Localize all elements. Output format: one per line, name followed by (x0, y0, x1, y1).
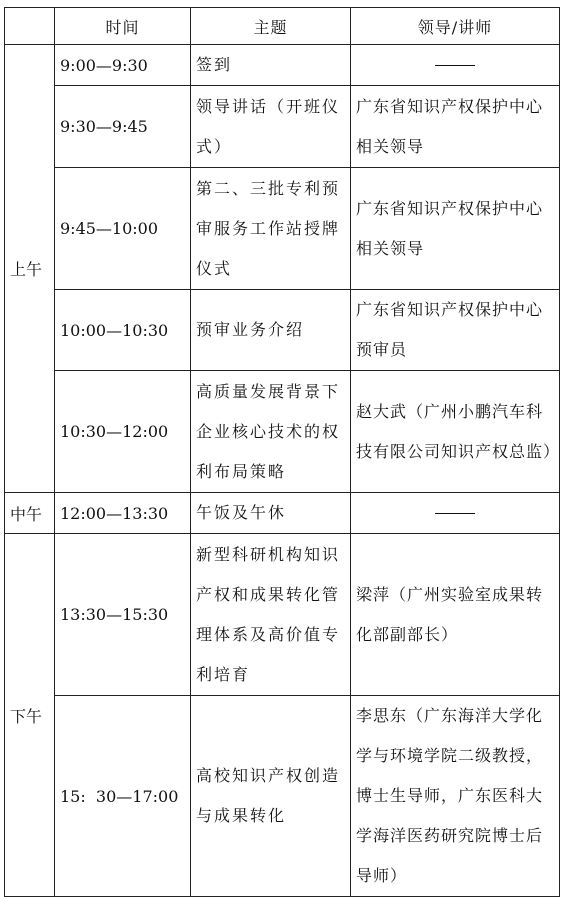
topic-cell: 高校知识产权创造与成果转化 (191, 696, 351, 897)
time-cell: 9:30—9:45 (55, 86, 191, 168)
header-row (5, 8, 560, 45)
topic-cell: 签到 (191, 45, 351, 86)
time-cell: 9:45—10:00 (55, 168, 191, 290)
speaker-cell (351, 45, 560, 86)
speaker-cell: 广东省知识产权保护中心相关领导 (351, 168, 560, 290)
speaker-cell (351, 493, 560, 534)
topic-cell: 新型科研机构知识产权和成果转化管理体系及高价值专利培育 (191, 534, 351, 696)
dash-line (435, 513, 475, 514)
speaker-cell: 赵大武（广州小鹏汽车科技有限公司知识产权总监） (351, 371, 560, 493)
speaker-cell: 广东省知识产权保护中心预审员 (351, 290, 560, 371)
schedule-table (4, 7, 560, 897)
header-topic: 主题 (191, 8, 351, 45)
table-row (5, 168, 560, 290)
speaker-cell: 梁萍（广州实验室成果转化部副部长） (351, 534, 560, 696)
time-cell: 15: 30—17:00 (55, 696, 191, 897)
table-row (5, 290, 560, 371)
period-morning: 上午 (5, 45, 55, 493)
time-cell: 10:30—12:00 (55, 371, 191, 493)
topic-cell: 午饭及午休 (191, 493, 351, 534)
time-cell: 10:00—10:30 (55, 290, 191, 371)
dash-line (435, 65, 475, 66)
topic-cell: 高质量发展背景下企业核心技术的权利布局策略 (191, 371, 351, 493)
time-cell: 13:30—15:30 (55, 534, 191, 696)
header-speaker: 领导/讲师 (351, 8, 560, 45)
table-row (5, 696, 560, 897)
topic-cell: 预审业务介绍 (191, 290, 351, 371)
table-row (5, 86, 560, 168)
table-row (5, 371, 560, 493)
speaker-cell: 广东省知识产权保护中心相关领导 (351, 86, 560, 168)
topic-cell: 第二、三批专利预审服务工作站授牌仪式 (191, 168, 351, 290)
period-noon: 中午 (5, 493, 55, 534)
speaker-cell: 李思东（广东海洋大学化学与环境学院二级教授，博士生导师，广东医科大学海洋医药研究院博士后导师） (351, 696, 560, 897)
table-row (5, 493, 560, 534)
time-cell: 9:00—9:30 (55, 45, 191, 86)
header-time: 时间 (55, 8, 191, 45)
table-row (5, 534, 560, 696)
period-afternoon: 下午 (5, 534, 55, 897)
header-period (5, 8, 55, 45)
table-row (5, 45, 560, 86)
time-cell: 12:00—13:30 (55, 493, 191, 534)
topic-cell: 领导讲话（开班仪式） (191, 86, 351, 168)
